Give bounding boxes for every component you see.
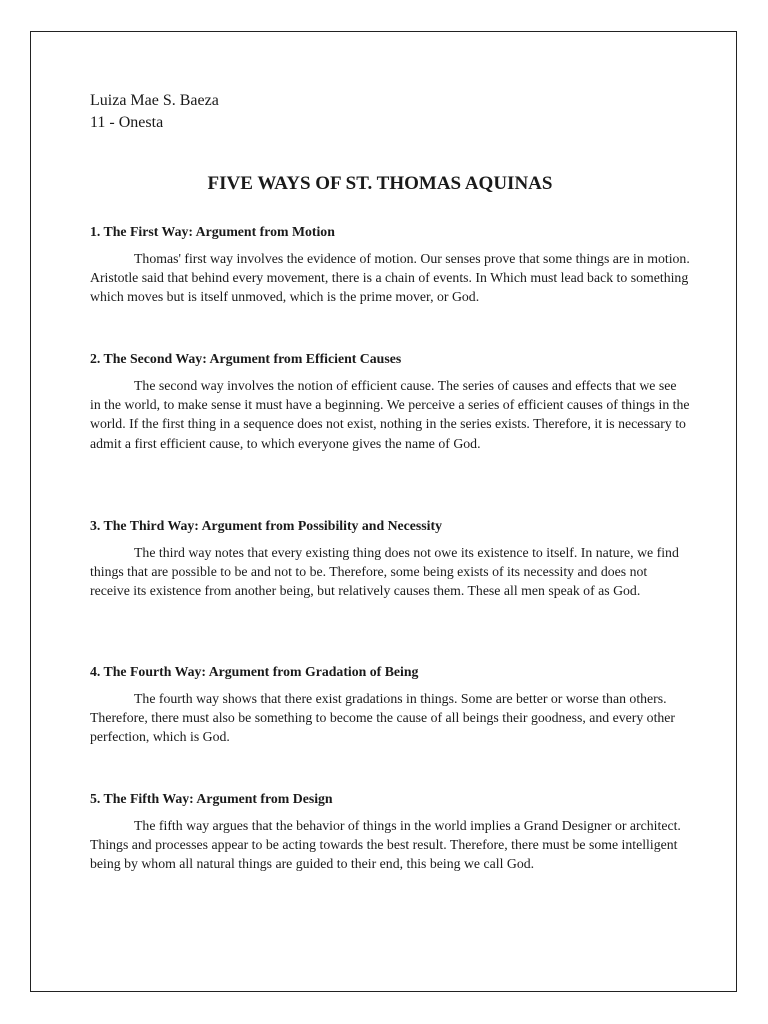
document-content	[90, 90, 690, 872]
way-heading: 4. The Fourth Way: Argument from Gradation of Being	[90, 664, 419, 679]
way-section-2	[90, 350, 690, 453]
way-body: The fourth way shows that there exist gradations in things. Some are better or worse than others. Therefore, there must also be something to become the cause of all beings their goodness, and every other perfection, which is God.	[90, 691, 676, 745]
author-section: 11 - Onesta	[90, 114, 164, 131]
way-body: Thomas' first way involves the evidence of motion. Our senses prove that some things are in motion. Aristotle said that behind every movement, there is a chain of events. In Which must lead back to something which moves but is itself unmoved, which is the prime mover, or God.	[90, 251, 690, 305]
way-section-3	[90, 517, 690, 601]
author-block	[90, 90, 690, 134]
way-body: The second way involves the notion of efficient cause. The series of causes and effects that we see in the world, to make sense it must have a beginning. We perceive a series of efficient causes of things in the world. If the first thing in a sequence does not exist, nothing in the series exists. Therefore, it is necessary to admit a first efficient cause, to which everyone gives the name of God.	[90, 378, 690, 451]
way-body: The third way notes that every existing thing does not owe its existence to itself. In nature, we find things that are possible to be and not to be. Therefore, some being exists of its necessity and does not receive its existence from another being, but relatively causes them. These all men speak of as God.	[90, 545, 679, 599]
way-section-1	[90, 223, 690, 307]
way-section-4	[90, 663, 690, 747]
author-name: Luiza Mae S. Baeza	[90, 92, 219, 109]
way-heading: 5. The Fifth Way: Argument from Design	[90, 791, 333, 806]
way-body: The fifth way argues that the behavior of things in the world implies a Grand Designer or architect. Things and processes appear to be acting towards the best result. Therefore, there must be some intelligent being by whom all natural things are guided to their end, this being we call God.	[90, 818, 681, 872]
document-title: FIVE WAYS OF ST. THOMAS AQUINAS	[207, 173, 553, 194]
way-heading: 3. The Third Way: Argument from Possibility and Necessity	[90, 518, 442, 533]
way-heading: 1. The First Way: Argument from Motion	[90, 224, 335, 239]
way-section-5	[90, 790, 690, 874]
way-heading: 2. The Second Way: Argument from Efficient Causes	[90, 351, 402, 366]
